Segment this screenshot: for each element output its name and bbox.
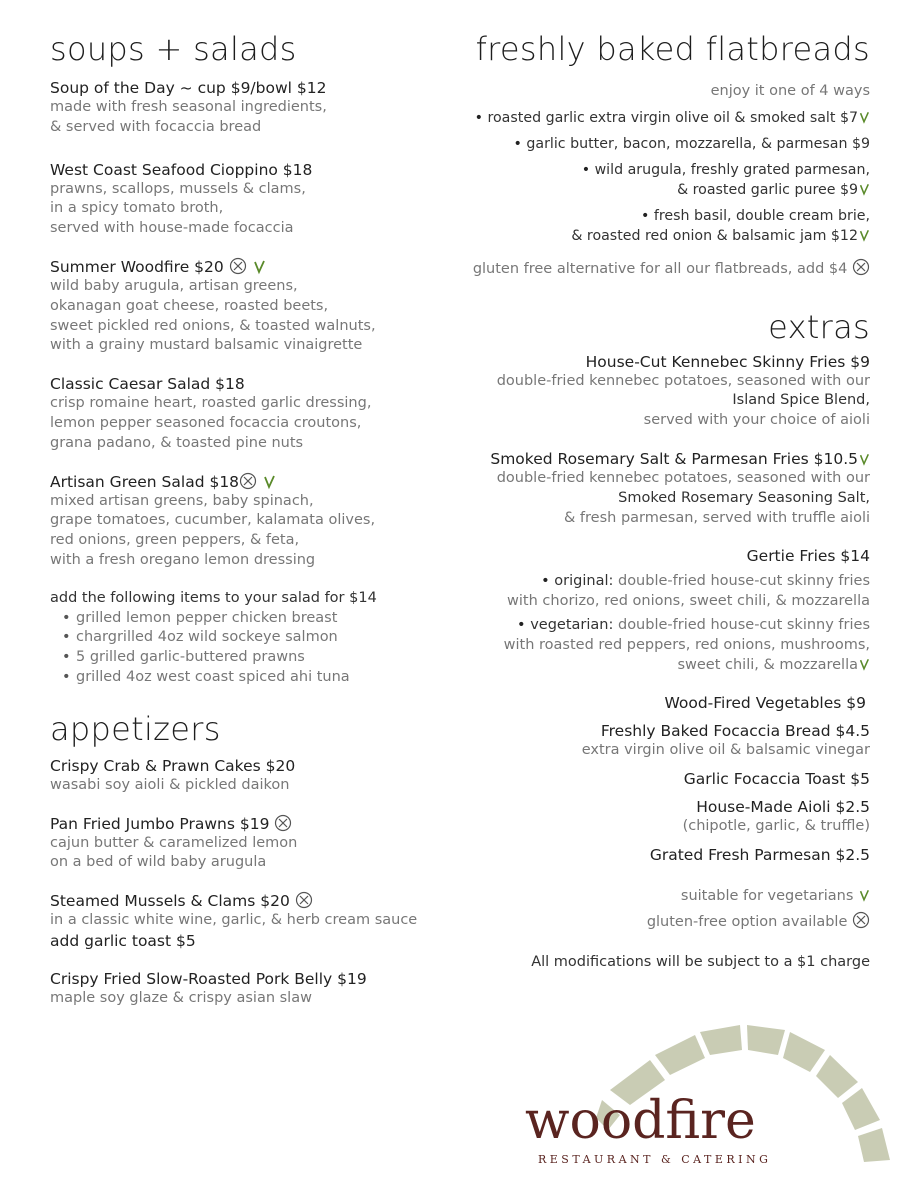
menu-item-aioli: House-Made Aioli $2.5 (chipotle, garlic, & truffle) (682, 798, 870, 835)
legend-vegetarian: suitable for vegetarians (430, 887, 870, 907)
flatbreads-intro: enjoy it one of 4 ways (710, 83, 870, 99)
vegetarian-icon (858, 228, 870, 243)
gluten-free-icon (852, 258, 870, 276)
vegetarian-icon (252, 259, 266, 275)
flatbreads-heading: freshly baked flatbreads (475, 30, 870, 68)
list-item: • chargrilled 4oz wild sockeye salmon (62, 628, 450, 648)
menu-item-parmesan: Grated Fresh Parmesan $2.5 (649, 845, 870, 864)
vegetarian-icon (262, 474, 276, 490)
salad-addons (50, 589, 450, 688)
menu-item-rosemary-fries: Smoked Rosemary Salt & Parmesan Fries $10.5 double-fried kennebec potatoes, seasoned with our Smoked Rosemary Seasoning Salt, & fresh parmesan, served with truffle aioli (490, 449, 870, 526)
menu-item-skinny-fries: House-Cut Kennebec Skinny Fries $9 double-fried kennebec potatoes, seasoned with our Island Spice Blend, served with your choice of aioli (496, 352, 870, 429)
menu-item-crab-cakes: Crispy Crab & Prawn Cakes $20 wasabi soy aioli & pickled daikon (50, 756, 296, 793)
gluten-free-note: gluten free alternative for all our flatbreads, add $4 (430, 258, 870, 280)
gluten-free-icon (274, 814, 292, 832)
flatbread-option: • garlic butter, bacon, mozzarella, & parmesan $9 (513, 135, 870, 152)
menu-item-pork-belly: Crispy Fried Slow-Roasted Pork Belly $19 maple soy glaze & crispy asian slaw (50, 969, 367, 1006)
flatbread-option: • fresh basil, double cream brie, & roasted red onion & balsamic jam $12 (571, 207, 870, 244)
extras-heading: extras (768, 307, 870, 346)
vegetarian-icon (858, 452, 870, 467)
oven-arch-graphic (520, 1020, 900, 1180)
gluten-free-icon (239, 472, 257, 490)
vegetarian-icon (858, 888, 870, 903)
list-item: • grilled lemon pepper chicken breast (62, 609, 450, 629)
logo-wordmark: woodfire (525, 1091, 756, 1151)
addons-intro: add the following items to your salad for $14 (50, 589, 377, 606)
menu-item-cioppino: West Coast Seafood Cioppino $18 prawns, scallops, mussels & clams, in a spicy tomato broth, served with house-made focaccia (50, 160, 313, 237)
modifications-note: All modifications will be subject to a $1 charge (531, 953, 870, 970)
menu-item-vegetables: Wood-Fired Vegetables $9 (664, 694, 866, 713)
vegetarian-icon (858, 110, 870, 125)
legend-gluten-free: gluten-free option available (430, 911, 870, 933)
menu-item-focaccia: Freshly Baked Focaccia Bread $4.5 extra virgin olive oil & balsamic vinegar (581, 722, 870, 759)
addons-list (50, 609, 450, 688)
menu-item-artisan-green: Artisan Green Salad $18 mixed artisan greens, baby spinach, grape tomatoes, cucumber, kalamata olives, red onions, green peppers, & feta, with a fresh oregano lemon dressing (50, 472, 376, 568)
list-item: • 5 grilled garlic-buttered prawns (62, 648, 450, 668)
gluten-free-icon (229, 257, 247, 275)
right-column (430, 30, 870, 972)
vegetarian-icon (858, 657, 870, 672)
flatbread-option: • roasted garlic extra virgin olive oil & smoked salt $7 (430, 108, 870, 128)
gluten-free-icon (852, 911, 870, 929)
menu-item-soup: Soup of the Day ~ cup $9/bowl $12 made with fresh seasonal ingredients, & served with focaccia bread (50, 79, 327, 135)
left-column (50, 30, 450, 1027)
menu-item-jumbo-prawns: Pan Fried Jumbo Prawns $19 cajun butter & caramelized lemon on a bed of wild baby arugula (50, 814, 298, 871)
gluten-free-icon (295, 891, 313, 909)
menu-item-caesar: Classic Caesar Salad $18 crisp romaine heart, roasted garlic dressing, lemon pepper seasoned focaccia croutons, grana padano, & toasted pine nuts (50, 375, 372, 451)
menu-item-gertie-fries: Gertie Fries $14 • original: double-fried house-cut skinny fries with chorizo, red onions, sweet chili, & mozzarella • vegetarian: double-fried house-cut skinny fries with roasted red peppers, red onions, mushrooms, sweet chili, & mozzarella (503, 547, 870, 673)
woodfire-logo (520, 1020, 900, 1180)
logo-tagline: RESTAURANT & CATERING (538, 1153, 772, 1166)
menu-item-summer-woodfire: Summer Woodfire $20 wild baby arugula, artisan greens, okanagan goat cheese, roasted beets, sweet pickled red onions, & toasted walnuts, with a grainy mustard balsamic vinaigrette (50, 257, 376, 354)
soups-salads-heading: soups + salads (50, 30, 297, 68)
menu-item-mussels: Steamed Mussels & Clams $20 in a classic white wine, garlic, & herb cream sauce add garlic toast $5 (50, 892, 418, 950)
menu-item-focaccia-toast: Garlic Focaccia Toast $5 (683, 770, 870, 789)
vegetarian-icon (858, 182, 870, 197)
flatbread-option: • wild arugula, freshly grated parmesan, & roasted garlic puree $9 (581, 161, 870, 198)
appetizers-heading: appetizers (50, 709, 221, 748)
list-item: • grilled 4oz west coast spiced ahi tuna (62, 668, 450, 688)
